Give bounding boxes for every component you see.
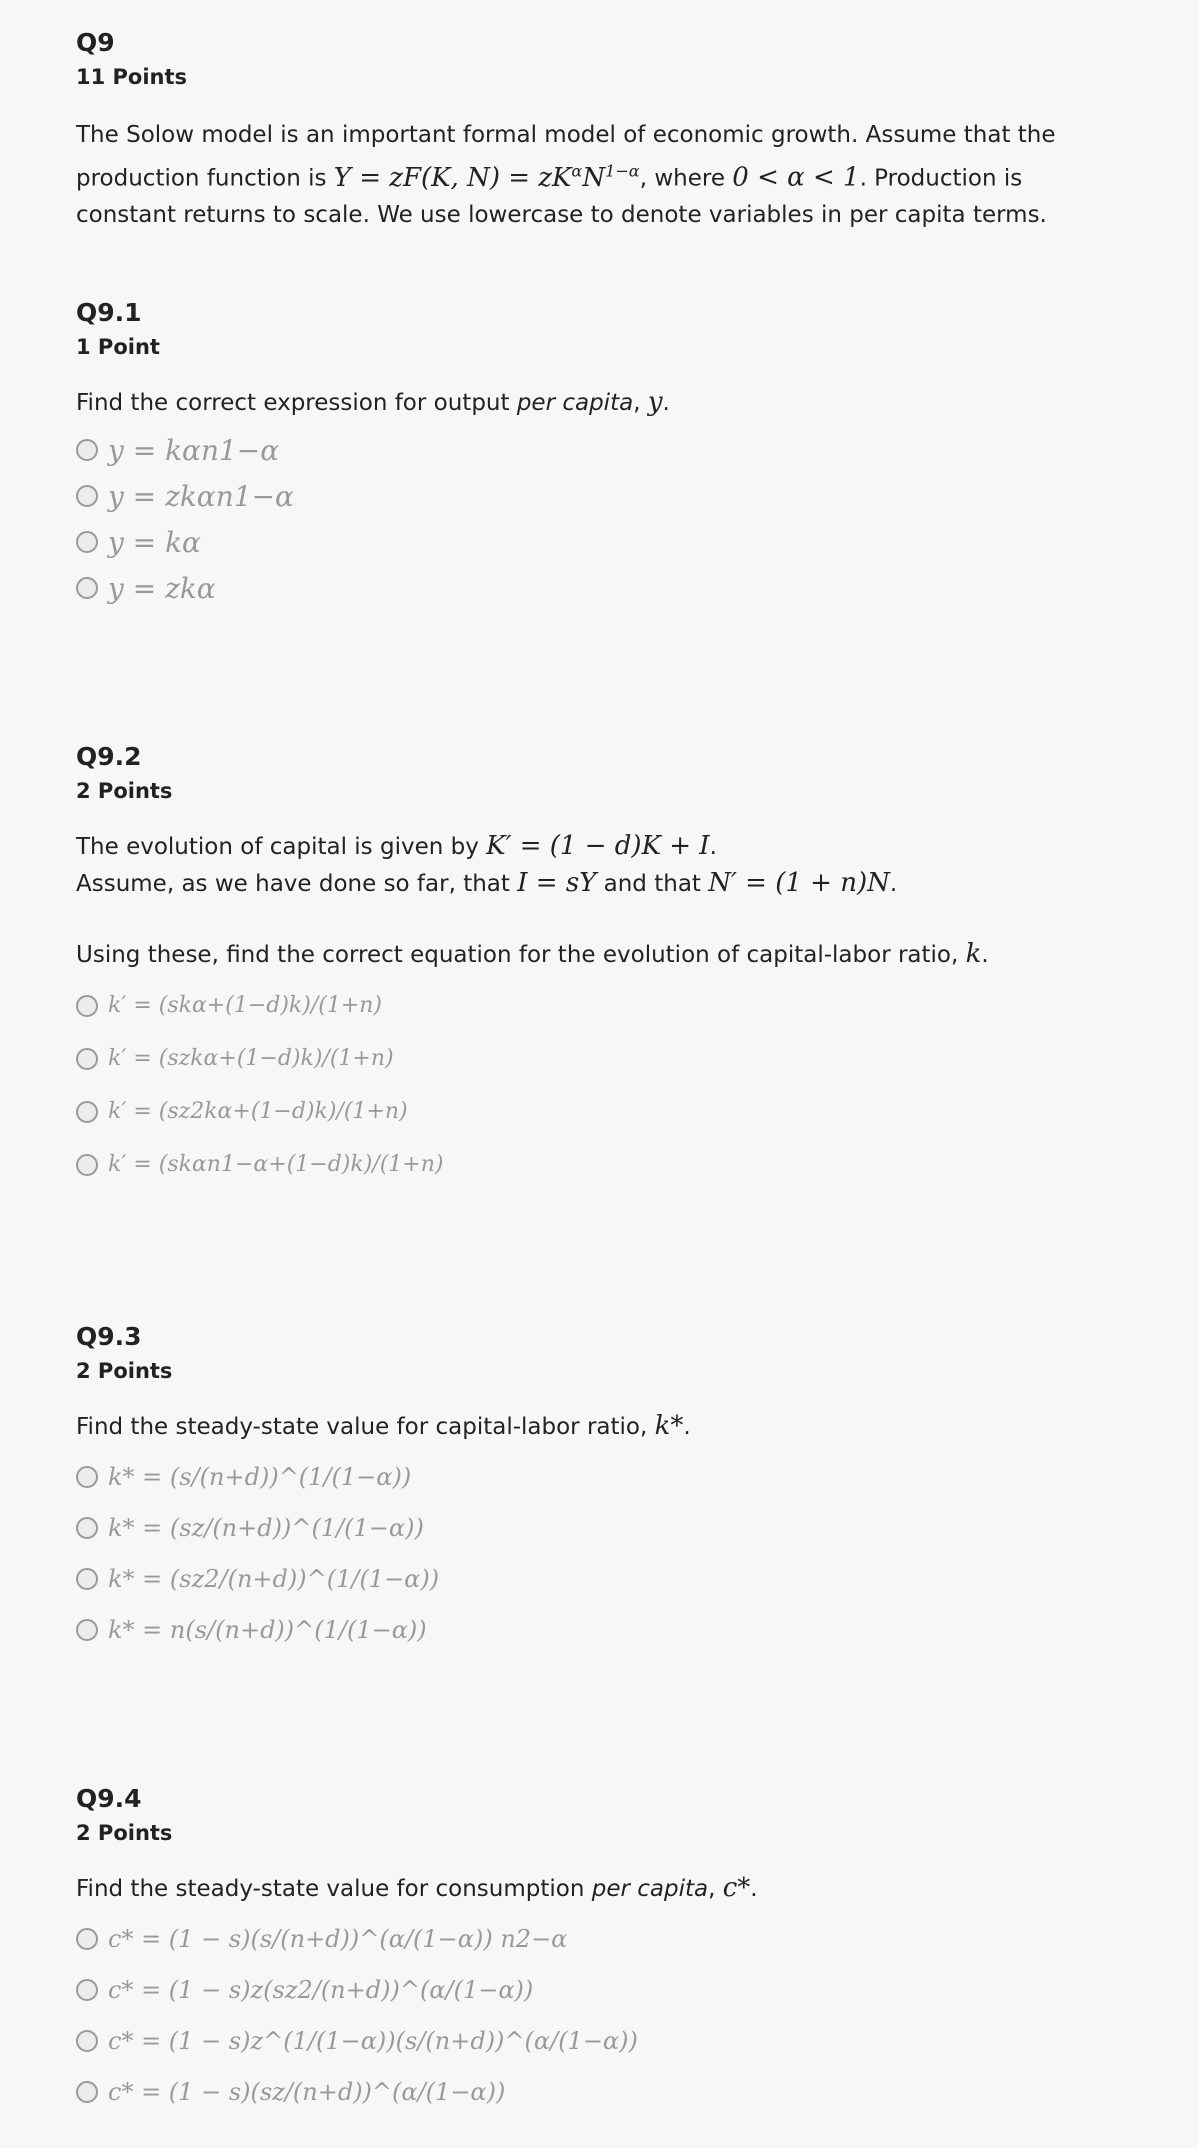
question-points: 1 Point	[76, 335, 160, 359]
answer-option[interactable]	[76, 1964, 1122, 2015]
radio-button[interactable]	[76, 995, 98, 1017]
question-title: Q9.2	[76, 742, 142, 771]
question-prompt: Find the steady-state value for capital-labor ratio, k*.	[76, 1411, 691, 1441]
answer-option[interactable]	[76, 565, 1122, 611]
answer-option[interactable]	[76, 1451, 1122, 1502]
answer-options	[76, 427, 1122, 611]
answer-option[interactable]	[76, 2015, 1122, 2066]
option-formula: k* = n(s/(n+d))^(1/(1−α))	[108, 1615, 427, 1644]
answer-options	[76, 1451, 1122, 1655]
option-formula: c* = (1 − s)(sz/(n+d))^(α/(1−α))	[108, 2077, 506, 2106]
radio-button[interactable]	[76, 577, 98, 599]
question-q9-4	[76, 1782, 1122, 2117]
intro-text-3: . Production is constant returns to scale. We use lowercase to denote variables in per capita terms.	[76, 165, 1047, 228]
question-q9-3	[76, 1320, 1122, 1655]
answer-option[interactable]	[76, 1138, 1122, 1191]
radio-button[interactable]	[76, 1517, 98, 1539]
radio-button[interactable]	[76, 1101, 98, 1123]
intro-formula: Y = zF(K, $N) = zK^\alpha N^{1-\alpha}$	[333, 161, 640, 193]
option-formula: y = kα	[108, 525, 201, 559]
radio-button[interactable]	[76, 531, 98, 553]
option-formula: y = zkαn1−α	[108, 479, 294, 513]
question-text-line-1: The evolution of capital is given by K′ = (1 − d)K + I.	[76, 831, 717, 861]
radio-button[interactable]	[76, 2081, 98, 2103]
option-formula: k′ = (sz2kα+(1−d)k)/(1+n)	[108, 1099, 408, 1124]
answer-option[interactable]	[76, 1502, 1122, 1553]
answer-option[interactable]	[76, 979, 1122, 1032]
intro-text-1: The Solow model is an important formal model of economic growth. Assume that the production function is	[76, 122, 1056, 192]
question-text-line-2: Assume, as we have done so far, that I = sY and that N′ = (1 + n)N.	[76, 868, 898, 898]
radio-button[interactable]	[76, 485, 98, 507]
option-formula: k* = (sz/(n+d))^(1/(1−α))	[108, 1513, 424, 1542]
radio-button[interactable]	[76, 439, 98, 461]
radio-button[interactable]	[76, 1568, 98, 1590]
radio-button[interactable]	[76, 1466, 98, 1488]
option-formula: k* = (sz2/(n+d))^(1/(1−α))	[108, 1564, 440, 1593]
question-points: 2 Points	[76, 779, 173, 803]
option-formula: y = kαn1−α	[108, 433, 280, 467]
answer-option[interactable]	[76, 519, 1122, 565]
answer-option[interactable]	[76, 1913, 1122, 1964]
radio-button[interactable]	[76, 1619, 98, 1641]
option-formula: c* = (1 − s)(s/(n+d))^(α/(1−α)) n2−α	[108, 1924, 568, 1953]
question-prompt: Using these, find the correct equation for the evolution of capital-labor ratio, k.	[76, 939, 989, 969]
question-points: 2 Points	[76, 1359, 173, 1383]
question-points: 11 Points	[76, 65, 188, 89]
answer-option[interactable]	[76, 473, 1122, 519]
question-title: Q9.1	[76, 298, 142, 327]
option-formula: k* = (s/(n+d))^(1/(1−α))	[108, 1462, 412, 1491]
intro-condition: 0 < α < 1	[732, 162, 860, 193]
option-formula: c* = (1 − s)z(sz2/(n+d))^(α/(1−α))	[108, 1975, 534, 2004]
question-prompt: Find the steady-state value for consumption per capita, c*.	[76, 1873, 758, 1903]
option-formula: k′ = (skα+(1−d)k)/(1+n)	[108, 993, 383, 1018]
option-formula: k′ = (szkα+(1−d)k)/(1+n)	[108, 1046, 394, 1071]
question-q9-2	[76, 740, 1122, 1191]
answer-options	[76, 1913, 1122, 2117]
radio-button[interactable]	[76, 2030, 98, 2052]
option-formula: y = zkα	[108, 571, 216, 605]
radio-button[interactable]	[76, 1154, 98, 1176]
question-q9-1	[76, 296, 1122, 611]
intro-text-2: , where	[639, 165, 725, 192]
answer-option[interactable]	[76, 427, 1122, 473]
radio-button[interactable]	[76, 1048, 98, 1070]
answer-option[interactable]	[76, 1032, 1122, 1085]
answer-options	[76, 979, 1122, 1191]
question-intro	[76, 117, 1122, 233]
answer-option[interactable]	[76, 1553, 1122, 1604]
question-prompt: Find the correct expression for output per capita, y.	[76, 387, 670, 417]
question-points: 2 Points	[76, 1821, 173, 1845]
radio-button[interactable]	[76, 1979, 98, 2001]
answer-option[interactable]	[76, 1604, 1122, 1655]
radio-button[interactable]	[76, 1928, 98, 1950]
question-title: Q9	[76, 28, 115, 57]
option-formula: k′ = (skαn1−α+(1−d)k)/(1+n)	[108, 1152, 444, 1177]
question-title: Q9.4	[76, 1784, 142, 1813]
answer-option[interactable]	[76, 1085, 1122, 1138]
question-title: Q9.3	[76, 1322, 142, 1351]
option-formula: c* = (1 − s)z^(1/(1−α))(s/(n+d))^(α/(1−α))	[108, 2026, 638, 2055]
answer-option[interactable]	[76, 2066, 1122, 2117]
question-q9	[76, 26, 1122, 233]
